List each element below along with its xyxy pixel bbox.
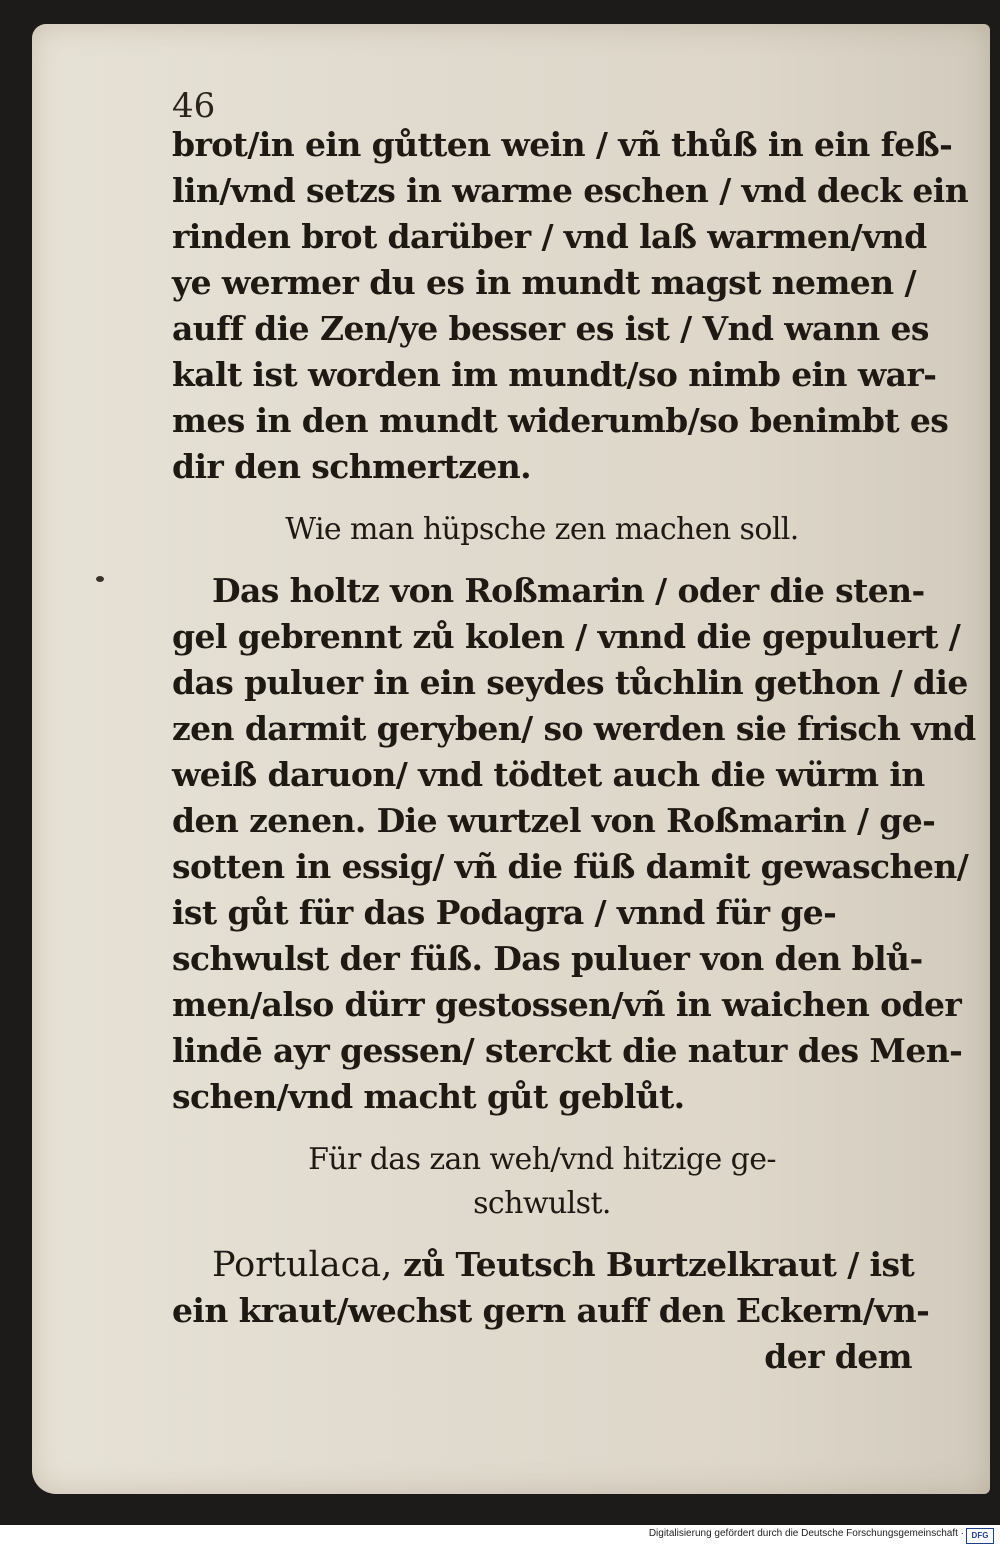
text-line bbox=[172, 1288, 930, 1334]
text-line: schwulst der füß. Das puluer von den blů- bbox=[172, 939, 923, 978]
text-line bbox=[172, 1242, 915, 1288]
catchword: der dem bbox=[764, 1337, 912, 1376]
page-number: 46 bbox=[172, 86, 216, 126]
text-line: schen/vnd macht gůt geblůt. bbox=[172, 1077, 685, 1116]
text-line: lin/vnd setzs in warme eschen / vnd deck ein bbox=[172, 171, 969, 210]
text-block bbox=[172, 122, 976, 1380]
section-heading: Wie man hüpsche zen machen soll. bbox=[285, 512, 799, 547]
footer-bar bbox=[0, 1525, 1000, 1546]
section-heading-line: Für das zan weh/vnd hitzige ge- bbox=[308, 1142, 776, 1177]
text-line: men/also dürr gestossen/vñ in waichen oder bbox=[172, 985, 962, 1024]
text-run: ein kraut/wechst gern auff den Eckern/vn- bbox=[172, 1291, 930, 1330]
text-run: zů Teutsch Burtzelkraut / ist bbox=[392, 1245, 915, 1284]
text-line: brot/in ein gůtten wein / vñ thůß in ein feß- bbox=[172, 125, 953, 164]
text-line: gel gebrennt zů kolen / vnnd die gepuluert / bbox=[172, 617, 961, 656]
text-line: rinden brot darüber / vnd laß warmen/vnd bbox=[172, 217, 927, 256]
text-line: mes in den mundt widerumb/so benimbt es bbox=[172, 401, 949, 440]
text-line: kalt ist worden im mundt/so nimb ein war- bbox=[172, 355, 937, 394]
text-line: sotten in essig/ vñ die füß damit gewaschen/ bbox=[172, 847, 969, 886]
text-line: weiß daruon/ vnd tödtet auch die würm in bbox=[172, 755, 925, 794]
text-line: das puluer in ein seydes tůchlin gethon / die bbox=[172, 663, 968, 702]
paragraph-2 bbox=[172, 568, 976, 1120]
text-line: dir den schmertzen. bbox=[172, 447, 532, 486]
text-line: ye wermer du es in mundt magst nemen / bbox=[172, 263, 916, 302]
book-page bbox=[32, 24, 990, 1494]
text-line: ist gůt für das Podagra / vnnd für ge- bbox=[172, 893, 837, 932]
text-line: zen darmit geryben/ so werden sie frisch vnd bbox=[172, 709, 976, 748]
paragraph-3 bbox=[172, 1242, 930, 1380]
margin-ink-mark bbox=[96, 576, 104, 582]
latin-term: Portulaca, bbox=[212, 1245, 393, 1285]
text-line: den zenen. Die wurtzel von Roßmarin / ge- bbox=[172, 801, 936, 840]
section-heading-line: schwulst. bbox=[473, 1186, 611, 1221]
funding-credit: Digitalisierung gefördert durch die Deutsche Forschungsgemeinschaft · bbox=[648, 1528, 964, 1539]
dfg-logo: DFG bbox=[966, 1528, 994, 1544]
text-line: Das holtz von Roßmarin / oder die sten- bbox=[212, 571, 925, 610]
section-heading-2 bbox=[172, 1138, 912, 1226]
paragraph-1 bbox=[172, 122, 969, 490]
text-line: auff die Zen/ye besser es ist / Vnd wann es bbox=[172, 309, 929, 348]
text-line: lindē ayr gessen/ sterckt die natur des Men- bbox=[172, 1031, 963, 1070]
